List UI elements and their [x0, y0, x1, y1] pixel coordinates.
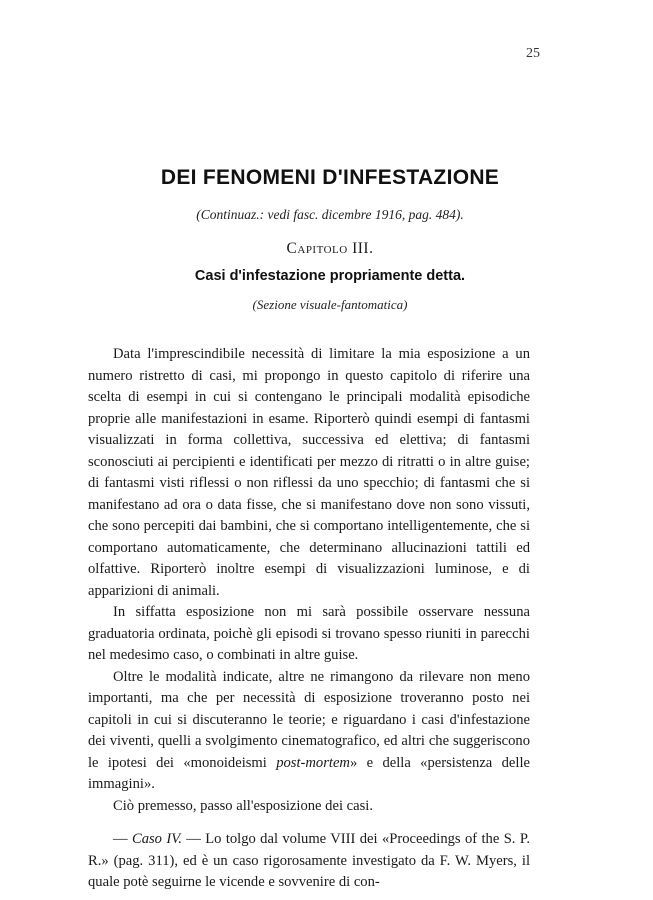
continuation-note: (Continuaz.: vedi fasc. dicembre 1916, pag. 484). [196, 207, 464, 222]
paragraph-5 [88, 829, 530, 894]
case-label: Caso IV. [131, 831, 182, 847]
paragraph-5-text: — Lo tolgo dal volume VIII dei «Proceedings of the S. P. R.» (pag. 311), ed è un caso rigorosamente investigato da F. W. Myers, il quale potè seguirne le vicende e sovvenire di con- [88, 831, 530, 890]
paragraph-3-text-b: » e della «persistenza delle immagini». [88, 754, 530, 792]
chapter-subtitle: Casi d'infestazione propriamente detta. [194, 268, 466, 284]
paragraph-5-dash: — [113, 831, 132, 847]
paragraph-3-text-a: Oltre le modalità indicate, altre ne rimangono da rilevare non meno importanti, ma che per necessità di esposizione troveranno posto nei capitoli in cui si discuteranno le teorie; e riguardano i casi d'infestazione dei viventi, quelli a svolgimento cinematografico, ed altri che suggeriscono le ipotesi dei «monoideismi [88, 668, 530, 771]
post-mortem-term: post-mortem [276, 754, 350, 771]
paragraph-2: In siffatta esposizione non mi sarà possibile osservare nessuna graduatoria ordinata, poichè gli episodi si trovano spesso riuniti in parecchi nel medesimo caso, o combinati in altre guise. [88, 604, 530, 663]
body-text [88, 344, 530, 894]
paragraph-1: Data l'imprescindibile necessità di limitare la mia esposizione a un numero ristretto di casi, mi propongo in questo capitolo di riferire una scelta di esempi in cui si contengano le principali modalità episodiche proprie alle manifestazioni in esame. Riporterò quindi esempi di fantasmi visualizzati in forma collettiva, successiva ed elettiva; di fantasmi sconosciuti ai percipienti e identificati per mezzo di ritratti o in altre guise; di fantasmi visti riflessi o non riflessi da uno specchio; di fantasmi che si manifestano ad ora o data fisse, che si manifestano dove non sono vissuti, che sono percepiti dai bambini, che si comportano intelligentemente, che si comportano automaticamente, che determinano allucinazioni tattili ed olfattive. Riporterò inoltre esempi di visualizzazioni luminose, e di apparizioni di animali. [88, 346, 530, 599]
paragraph-4: Ciò premesso, passo all'esposizione dei casi. [113, 797, 373, 814]
page-number: 25 [526, 46, 540, 61]
section-note: (Sezione visuale-fantomatica) [252, 297, 408, 312]
paragraph-3 [88, 667, 530, 796]
article-title: DEI FENOMENI D'INFESTAZIONE [160, 166, 500, 189]
chapter-heading: Capitolo III. [286, 240, 374, 257]
